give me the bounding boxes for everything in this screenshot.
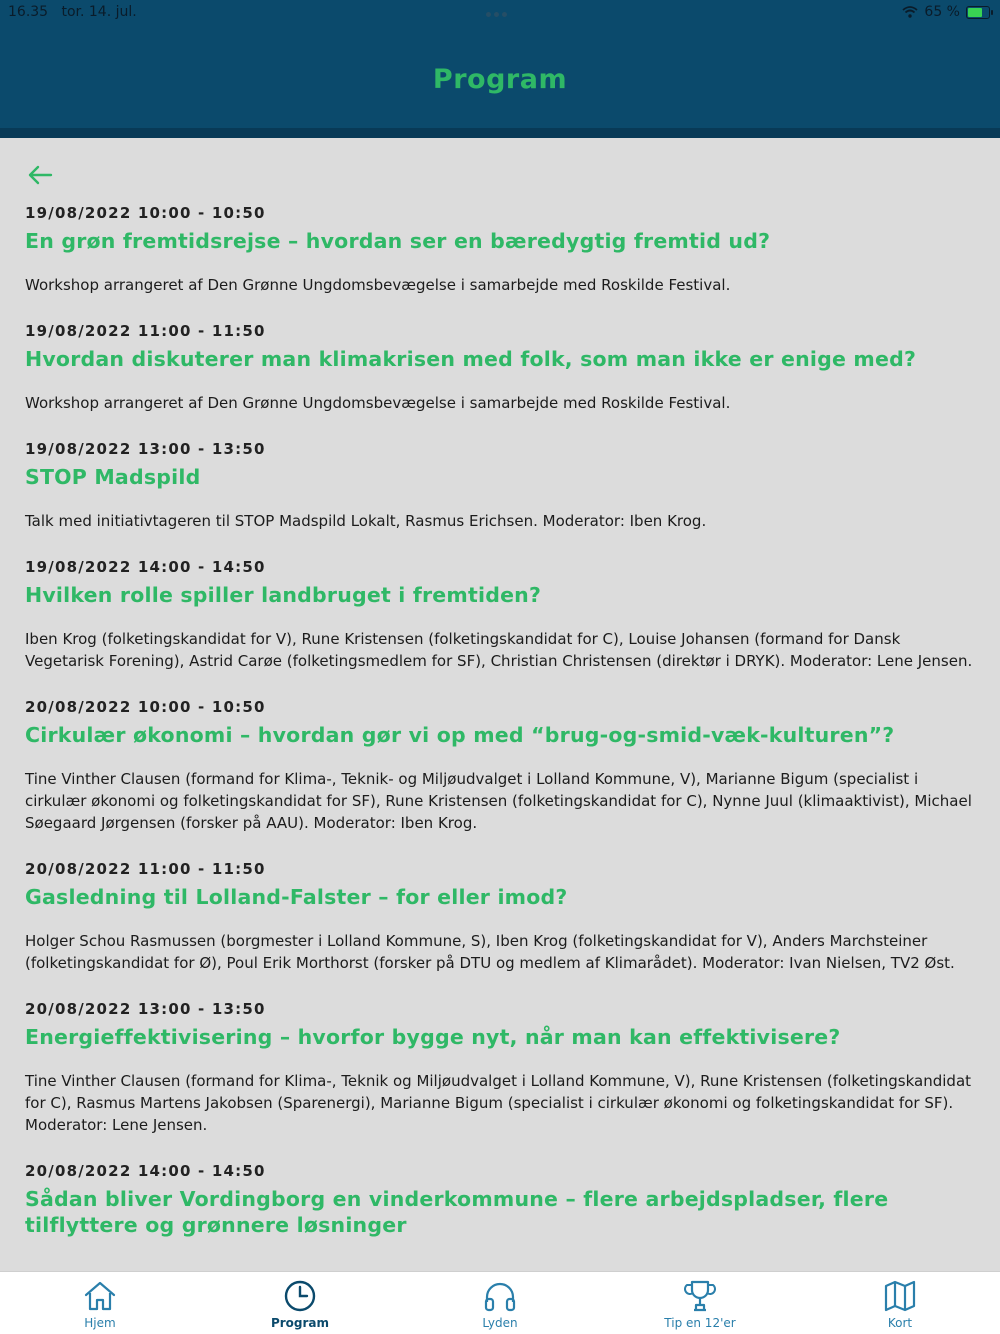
multitask-dots-icon[interactable] (486, 12, 507, 17)
event-description: Workshop arrangeret af Den Grønne Ungdomsbevægelse i samarbejde med Roskilde Festival. (25, 394, 731, 412)
status-right (902, 4, 990, 20)
event-item[interactable] (25, 1000, 980, 1136)
tab-label: Tip en 12'er (664, 1316, 736, 1330)
tab-program[interactable] (200, 1272, 400, 1334)
event-time: 20/08/2022 13:00 - 13:50 (25, 1000, 266, 1018)
event-time: 20/08/2022 14:00 - 14:50 (25, 1162, 266, 1180)
clock-icon (282, 1278, 318, 1314)
event-item[interactable] (25, 860, 980, 974)
trophy-icon (682, 1278, 718, 1314)
event-description: Holger Schou Rasmussen (borgmester i Lolland Kommune, S), Iben Krog (folketingskandidat for V), Anders Marchsteiner (folketingskandidat for Ø), Poul Erik Morthorst (forsker på DTU og medlem af Klimarådet). Moderator: Ivan Nielsen, TV2 Øst. (25, 932, 955, 972)
event-item[interactable] (25, 322, 980, 414)
event-time: 19/08/2022 11:00 - 11:50 (25, 322, 266, 340)
tab-kort[interactable] (800, 1272, 1000, 1334)
event-title[interactable]: En grøn fremtidsrejse – hvordan ser en bæredygtig fremtid ud? (25, 229, 771, 253)
event-title[interactable]: Energieffektivisering – hvorfor bygge nyt, når man kan effektivisere? (25, 1025, 841, 1049)
tab-label: Lyden (482, 1316, 518, 1330)
event-time: 19/08/2022 14:00 - 14:50 (25, 558, 266, 576)
tab-label: Hjem (84, 1316, 116, 1330)
event-time: 20/08/2022 10:00 - 10:50 (25, 698, 266, 716)
event-description: Tine Vinther Clausen (formand for Klima-, Teknik og Miljøudvalget i Lolland Kommune, V), Rune Kristensen (folketingskandidat for C), Rasmus Martens Jakobsen (Sparenergi), Marianne Bigum (specialist i cirkulær økonomi og folketingskandidat for SF). Moderator: Lene Jensen. (25, 1072, 972, 1134)
headphones-icon (482, 1278, 518, 1314)
page-title: Program (432, 64, 568, 95)
event-description: Talk med initiativtageren til STOP Madspild Lokalt, Rasmus Erichsen. Moderator: Iben Krog. (25, 512, 707, 530)
header-bar (0, 0, 1000, 138)
back-arrow-icon[interactable] (25, 160, 55, 190)
status-time-date (8, 4, 137, 20)
battery-icon (966, 6, 990, 19)
event-title[interactable]: Sådan bliver Vordingborg en vinderkommune – flere arbejdspladser, flere tilflyttere og grønnere løsninger (25, 1187, 889, 1237)
status-time: 16.35 (8, 4, 49, 20)
event-time: 19/08/2022 10:00 - 10:50 (25, 204, 266, 222)
event-item[interactable] (25, 558, 980, 672)
home-icon (82, 1278, 118, 1314)
event-title[interactable]: Hvilken rolle spiller landbruget i fremtiden? (25, 583, 542, 607)
event-item[interactable] (25, 204, 980, 296)
event-description: Iben Krog (folketingskandidat for V), Rune Kristensen (folketingskandidat for C), Louise Johansen (formand for Dansk Vegetarisk Forening), Astrid Carøe (folketingsmedlem for SF), Christian Christensen (direktør i DRYK). Moderator: Lene Jensen. (25, 630, 973, 670)
event-title[interactable]: Gasledning til Lolland-Falster – for eller imod? (25, 885, 568, 909)
map-icon (882, 1278, 918, 1314)
tab-label: Kort (887, 1316, 913, 1330)
event-title[interactable]: STOP Madspild (25, 465, 201, 489)
event-title[interactable]: Cirkulær økonomi – hvordan gør vi op med “brug-og-smid-væk-kulturen”? (25, 723, 895, 747)
battery-percent: 65 % (924, 4, 960, 20)
tab-tip-en-12er[interactable] (600, 1272, 800, 1334)
bottom-tab-bar (0, 1271, 1000, 1334)
wifi-icon (902, 6, 918, 18)
status-date: tor. 14. jul. (61, 4, 137, 20)
event-item[interactable] (25, 1162, 980, 1238)
tab-lyden[interactable] (400, 1272, 600, 1334)
tab-label: Program (270, 1316, 330, 1330)
event-item[interactable] (25, 440, 980, 532)
event-item[interactable] (25, 698, 980, 834)
event-time: 19/08/2022 13:00 - 13:50 (25, 440, 266, 458)
event-description: Workshop arrangeret af Den Grønne Ungdomsbevægelse i samarbejde med Roskilde Festival. (25, 276, 731, 294)
event-description: Tine Vinther Clausen (formand for Klima-, Teknik- og Miljøudvalget i Lolland Kommune, V), Marianne Bigum (specialist i cirkulær økonomi og folketingskandidat for SF), Rune Kristensen (folketingskandidat for C), Nynne Juul (klimaaktivist), Michael Søegaard Jørgensen (forsker på AAU). Moderator: Iben Krog. (25, 770, 972, 832)
program-list (25, 160, 980, 1264)
event-title[interactable]: Hvordan diskuterer man klimakrisen med folk, som man ikke er enige med? (25, 347, 917, 371)
event-time: 20/08/2022 11:00 - 11:50 (25, 860, 266, 878)
tab-hjem[interactable] (0, 1272, 200, 1334)
